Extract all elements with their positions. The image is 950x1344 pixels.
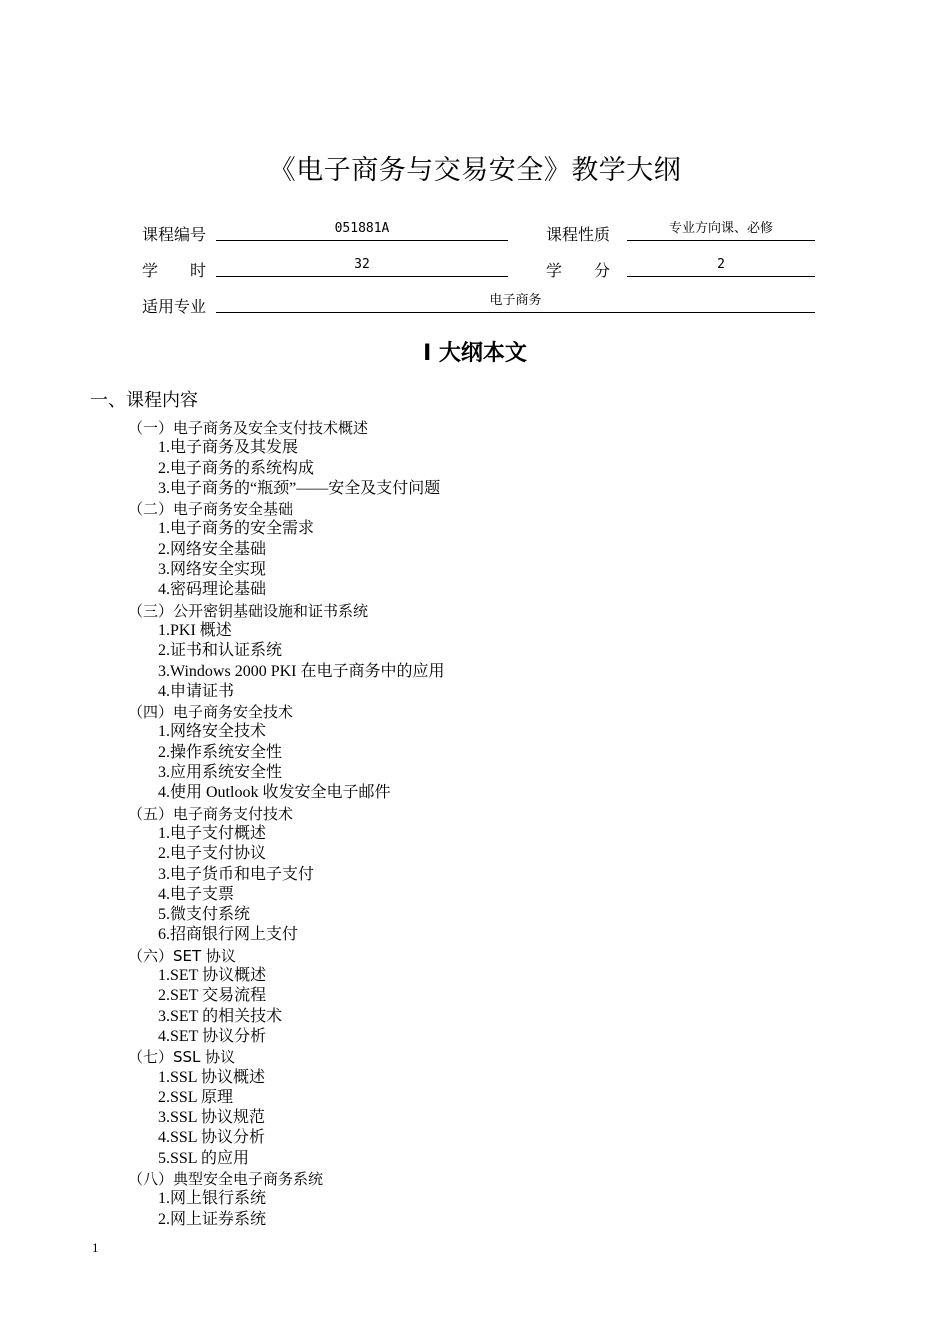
chapter-item: 3.Windows 2000 PKI 在电子商务中的应用: [158, 662, 445, 680]
chapter-item: 2.电子支付协议: [158, 845, 267, 863]
credits-value: 2: [627, 256, 815, 277]
chapter-item: 3.SET 的相关技术: [158, 1007, 283, 1025]
chapter-item: 4.密码理论基础: [158, 581, 267, 599]
chapter-item: 1.SET 协议概述: [158, 967, 267, 985]
chapter-item: 5.SSL 的应用: [158, 1149, 249, 1167]
chapter-item: 3.SSL 协议规范: [158, 1109, 265, 1127]
chapter-title: （七）SSL 协议: [128, 1048, 236, 1067]
chapter-title: （一）电子商务及安全支付技术概述: [128, 419, 369, 437]
chapter-item: 1.电子商务及其发展: [158, 439, 299, 457]
chapter-item: 1.网上银行系统: [158, 1190, 267, 1208]
document-title: 《电子商务与交易安全》教学大纲: [268, 155, 682, 186]
chapter-item: 1.电子支付概述: [158, 824, 267, 842]
section-heading: 一、课程内容: [90, 390, 198, 411]
chapter-item: 2.SSL 原理: [158, 1088, 233, 1106]
chapter-title: （四）电子商务安全技术: [128, 703, 294, 722]
chapter-item: 4.申请证书: [158, 682, 235, 700]
chapter-title: （六）SET 协议: [128, 946, 236, 965]
chapter-item: 4.SET 协议分析: [158, 1027, 267, 1045]
chapter-item: 5.微支付系统: [158, 906, 251, 924]
chapter-title: （三）公开密钥基础设施和证书系统: [128, 601, 369, 620]
chapter-item: 3.电子商务的“瓶颈”——安全及支付问题: [158, 479, 441, 497]
body-heading: Ⅰ 大纲本文: [423, 341, 527, 366]
chapter-item: 2.证书和认证系统: [158, 642, 283, 660]
chapter-item: 4.使用 Outlook 收发安全电子邮件: [158, 784, 391, 802]
chapter-item: 3.应用系统安全性: [158, 764, 283, 782]
major-label: 适用专业: [142, 297, 207, 316]
chapter-item: 4.电子支票: [158, 885, 235, 903]
chapter-item: 4.SSL 协议分析: [158, 1129, 265, 1147]
chapter-title: （八）典型安全电子商务系统: [128, 1169, 324, 1188]
chapter-item: 6.招商银行网上支付: [158, 926, 299, 944]
chapter-item: 2.网络安全基础: [158, 540, 267, 558]
chapter-item: 1.电子商务的安全需求: [158, 520, 315, 538]
chapter-item: 2.SET 交易流程: [158, 987, 267, 1005]
course-code-label: 课程编号: [142, 225, 207, 244]
chapter-item: 1.SSL 协议概述: [158, 1068, 265, 1086]
hours-value: 32: [216, 256, 508, 277]
chapter-item: 2.操作系统安全性: [158, 743, 283, 761]
course-code-value: 051881A: [216, 220, 508, 241]
chapter-item: 2.电子商务的系统构成: [158, 459, 315, 477]
major-value: 电子商务: [216, 292, 815, 313]
page-number: 1: [92, 1240, 99, 1255]
chapter-item: 1.网络安全技术: [158, 723, 267, 741]
chapter-item: 3.电子货币和电子支付: [158, 865, 315, 883]
chapter-item: 2.网上证券系统: [158, 1210, 267, 1228]
chapter-title: （二）电子商务安全基础: [128, 500, 294, 519]
course-nature-value: 专业方向课、必修: [627, 220, 815, 241]
chapter-item: 1.PKI 概述: [158, 621, 232, 639]
course-nature-label: 课程性质: [546, 225, 611, 244]
credits-label: 学 分: [546, 261, 611, 280]
hours-label: 学 时: [142, 261, 207, 280]
course-outline: [128, 418, 444, 1230]
chapter-title: （五）电子商务支付技术: [128, 804, 294, 823]
chapter-item: 3.网络安全实现: [158, 561, 267, 579]
